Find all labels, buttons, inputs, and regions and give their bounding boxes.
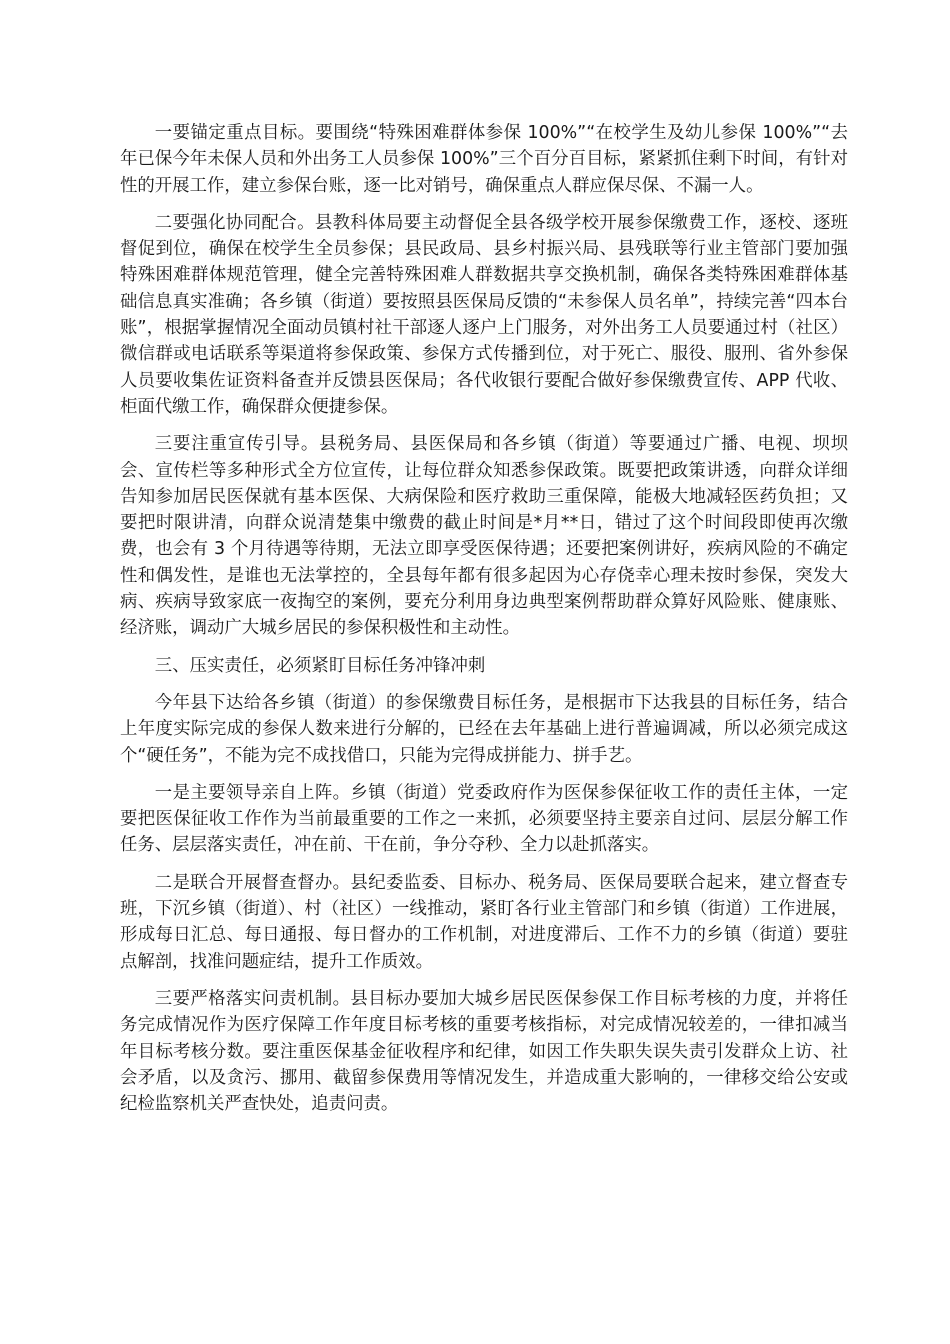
paragraph-task-allocation: 今年县下达给各乡镇（街道）的参保缴费目标任务，是根据市下达我县的目标任务，结合上年度实际完成的参保人数来进行分解的，已经在去年基础上进行普遍调减，所以必须完成这个“硬任务”，不能为完不成找借口，只能为完得成拼能力、拼手艺。: [120, 692, 848, 766]
paragraph-leadership: 一是主要领导亲自上阵。乡镇（街道）党委政府作为医保参保征收工作的责任主体，一定要把医保征收工作作为当前最重要的工作之一来抓，必须要坚持主要亲自过问、层层分解工作任务、层层落实责任，冲在前、干在前，争分夺秒、全力以赴抓落实。: [120, 782, 848, 856]
document-body: [120, 120, 848, 1128]
section-heading-responsibility: 三、压实责任，必须紧盯目标任务冲锋冲刺: [154, 655, 486, 676]
paragraph-accountability: 三要严格落实问责机制。县目标办要加大城乡居民医保参保工作目标考核的力度，并将任务完成情况作为医疗保障工作年度目标考核的重要考核指标，对完成情况较差的，一律扣减当年目标考核分数。要注重医保基金征收程序和纪律，如因工作失职失误失责引发群众上访、社会矛盾，以及贪污、挪用、截留参保费用等情况发生，并造成重大影响的，一律移交给公安或纪检监察机关严查快处，追责问责。: [120, 988, 848, 1115]
paragraph-supervision: 二是联合开展督查督办。县纪委监委、目标办、税务局、医保局要联合起来，建立督查专班，下沉乡镇（街道）、村（社区）一线推动，紧盯各行业主管部门和乡镇（街道）工作进展，形成每日汇总、每日通报、每日督办的工作机制，对进度滞后、工作不力的乡镇（街道）要驻点解剖，找准问题症结，提升工作质效。: [120, 872, 848, 972]
paragraph-key-targets: 一要锚定重点目标。要围绕“特殊困难群体参保 100%”“在校学生及幼儿参保 100%”“去年已保今年未保人员和外出务工人员参保 100%”三个百分百目标，紧紧抓住剩下时间，有针对性的开展工作，建立参保台账，逐一比对销号，确保重点人群应保尽保、不漏一人。: [120, 123, 848, 196]
paragraph-publicity: 三要注重宣传引导。县税务局、县医保局和各乡镇（街道）等要通过广播、电视、坝坝会、宣传栏等多种形式全方位宣传，让每位群众知悉参保政策。既要把政策讲透，向群众详细告知参加居民医保就有基本医保、大病保险和医疗救助三重保障，能极大地减轻医药负担；又要把时限讲清，向群众说清楚集中缴费的截止时间是*月**日，错过了这个时间段即使再次缴费，也会有 3 个月待遇等待期，无法立即享受医保待遇；还要把案例讲好，疾病风险的不确定性和偶发性，是谁也无法掌控的，全县每年都有很多起因为心存侥幸心理未按时参保，突发大病、疾病导致家底一夜掏空的案例，要充分利用身边典型案例帮助群众算好风险账、健康账、经济账，调动广大城乡居民的参保积极性和主动性。: [120, 434, 848, 639]
paragraph-coordination: 二要强化协同配合。县教科体局要主动督促全县各级学校开展参保缴费工作，逐校、逐班督促到位，确保在校学生全员参保；县民政局、县乡村振兴局、县残联等行业主管部门要加强特殊困难群体规范管理，健全完善特殊困难人群数据共享交换机制，确保各类特殊困难群体基础信息真实准确；各乡镇（街道）要按照县医保局反馈的“未参保人员名单”，持续完善“四本台账”，根据掌握情况全面动员镇村社干部逐人逐户上门服务，对外出务工人员要通过村（社区）微信群或电话联系等渠道将参保政策、参保方式传播到位，对于死亡、服役、服刑、省外参保人员要收集佐证资料备查并反馈县医保局；各代收银行要配合做好参保缴费宣传、APP 代收、柜面代缴工作，确保群众便捷参保。: [120, 212, 848, 417]
